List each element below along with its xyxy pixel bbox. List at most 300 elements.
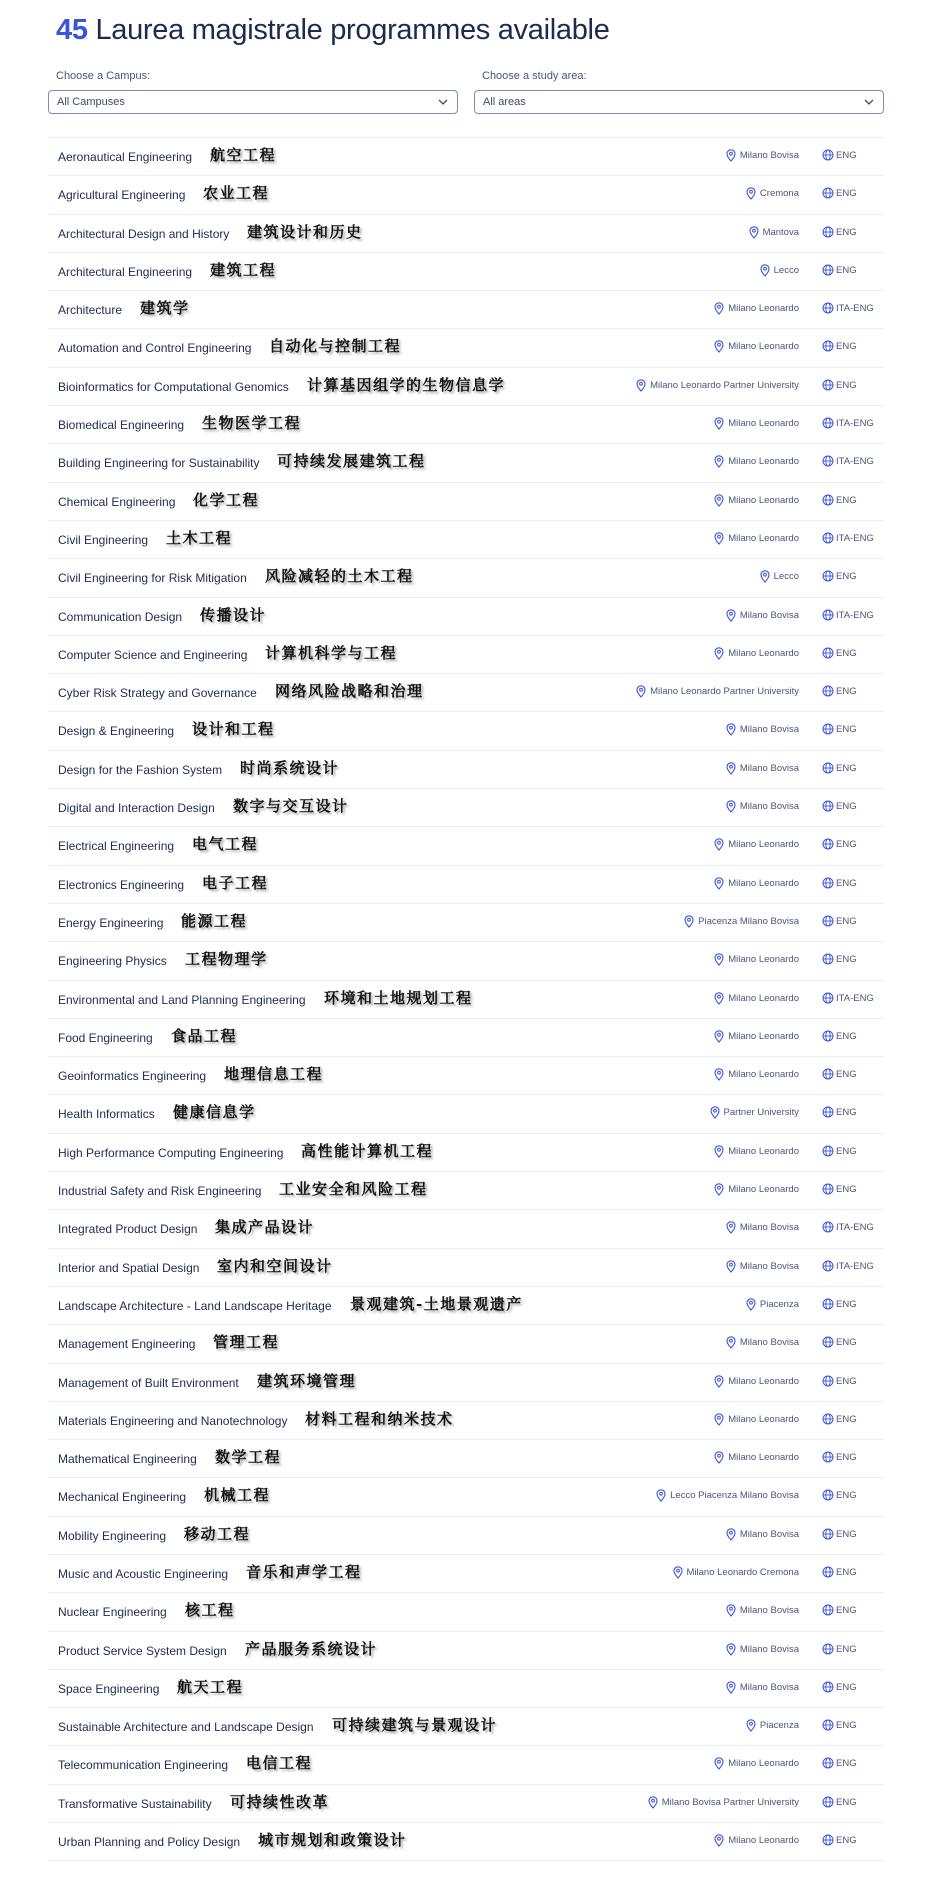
programme-row[interactable] [48,904,884,942]
programme-campus [728,1376,799,1387]
programme-row[interactable] [48,483,884,521]
programme-name-chinese: 土木工程 [166,528,233,547]
programme-name[interactable]: High Performance Computing Engineering [58,1145,284,1160]
programme-language-text: ENG [836,1069,857,1081]
programme-campus [728,839,799,850]
location-pin-icon [714,647,724,660]
programme-row[interactable] [48,521,884,559]
programme-campus [724,1107,800,1118]
programme-name[interactable]: Architectural Design and History [58,226,230,241]
globe-icon [822,187,834,199]
programme-campus [728,1414,799,1425]
programme-language [836,1720,857,1731]
programme-campus-text: Milano Leonardo [728,839,799,851]
campus-select[interactable] [48,90,458,114]
programme-language-text: ENG [836,1528,857,1540]
location-pin-icon [726,1221,736,1234]
programme-name[interactable]: Automation and Control Engineering [58,341,252,356]
programme-row[interactable] [48,138,884,176]
programme-language-text: ENG [836,877,857,889]
programme-campus [728,878,799,889]
programme-name-chinese: 生物医学工程 [202,414,302,433]
programme-row[interactable] [48,329,884,367]
programme-name[interactable]: Management Engineering [58,1337,196,1352]
location-pin-icon [714,838,724,851]
programme-name[interactable]: Digital and Interaction Design [58,801,215,816]
programme-campus [740,1222,799,1233]
programme-campus [740,150,799,161]
programme-campus-text: Milano Leonardo [728,1758,799,1770]
programme-row[interactable] [48,866,884,904]
programme-name-chinese: 环境和土地规划工程 [324,988,473,1007]
location-pin-icon [726,1528,736,1541]
programme-campus-text: Milano Bovisa [739,1260,799,1272]
programme-name[interactable]: Biomedical Engineering [58,418,185,433]
programme-row[interactable] [48,1364,884,1402]
programme-row[interactable] [48,1708,884,1746]
programme-row[interactable] [48,1478,884,1516]
programme-name-chinese: 网络风险战略和治理 [275,682,424,701]
programme-name[interactable]: Interior and Spatial Design [58,1260,200,1275]
programme-name-chinese: 工业安全和风险工程 [279,1180,428,1199]
programme-language-text: ENG [836,1145,857,1157]
programme-campus [728,648,799,659]
programme-language [836,303,874,314]
programme-campus [728,1758,799,1769]
programme-language-text: ENG [836,1452,857,1464]
programme-language [836,1261,874,1272]
programme-name-chinese: 机械工程 [204,1486,271,1505]
globe-icon [822,915,834,927]
globe-icon [822,1298,834,1310]
programme-language [836,418,874,429]
programme-campus-text: Milano Leonardo Cremona [686,1566,799,1578]
programme-name[interactable]: Materials Engineering and Nanotechnology [58,1413,288,1428]
programme-name[interactable]: Energy Engineering [58,915,164,930]
location-pin-icon [684,915,694,928]
location-pin-icon [714,1183,724,1196]
programme-language-text: ENG [836,494,857,506]
location-pin-icon [726,1336,736,1349]
programme-row[interactable] [48,368,884,406]
programme-language-text: ENG [836,1337,857,1349]
programme-language [836,1490,857,1501]
programme-name[interactable]: Landscape Architecture - Land Landscape Heritage [58,1298,332,1313]
programme-language-text: ENG [836,1413,857,1425]
location-pin-icon [714,1757,724,1770]
programme-campus [760,1299,799,1310]
programme-campus-text: Milano Leonardo [728,992,799,1004]
programme-language-text: ENG [836,1030,857,1042]
programme-name[interactable]: Architectural Engineering [58,264,193,279]
programme-name-chinese: 能源工程 [181,911,248,930]
programme-name[interactable]: Product Service System Design [58,1643,227,1658]
location-pin-icon [714,992,724,1005]
programme-name-chinese: 农业工程 [203,184,270,203]
programme-name[interactable]: Mobility Engineering [58,1528,167,1543]
programme-name[interactable]: Music and Acoustic Engineering [58,1566,229,1581]
programme-name[interactable]: Aeronautical Engineering [58,150,193,164]
programme-language [836,686,857,697]
programme-campus-text: Milano Bovisa [739,1605,799,1617]
programme-language-text: ENG [836,571,857,583]
programme-campus-text: Mantova [762,226,799,238]
globe-icon [822,1068,834,1080]
programme-name-chinese: 室内和空间设计 [217,1256,333,1275]
programme-campus-text: Milano Leonardo [728,1835,799,1847]
programme-name-chinese: 材料工程和纳米技术 [305,1409,454,1428]
programme-campus-text: Partner University [723,1107,799,1119]
programme-name[interactable]: Management of Built Environment [58,1375,239,1390]
programme-language [836,1146,857,1157]
programme-name[interactable]: Geoinformatics Engineering [58,1069,207,1084]
programme-language-text: ENG [836,762,857,774]
programme-campus [760,188,799,199]
programme-language-text: ENG [836,1720,857,1732]
globe-icon [822,1796,834,1808]
programme-language-text: ITA-ENG [836,1260,874,1272]
programme-campus-text: Piacenza [759,1298,799,1310]
programme-row[interactable] [48,1172,884,1210]
programme-language [836,188,857,199]
programme-name[interactable]: Agricultural Engineering [58,188,186,203]
programme-name-chinese: 化学工程 [193,490,260,509]
programme-name[interactable]: Transformative Sustainability [58,1796,212,1811]
location-pin-icon [636,685,646,698]
programme-name-chinese: 设计和工程 [192,720,275,739]
programme-language [836,1682,857,1693]
programme-name-chinese: 核工程 [185,1601,235,1620]
programme-name-chinese: 电子工程 [202,873,269,892]
programme-language-text: ENG [836,1490,857,1502]
programme-language-text: ENG [836,1681,857,1693]
location-pin-icon [714,1375,724,1388]
programme-name[interactable]: Communication Design [58,609,183,624]
programme-row[interactable] [48,827,884,865]
programme-row[interactable] [48,981,884,1019]
programme-language [836,456,874,467]
programme-name[interactable]: Environmental and Land Planning Engineering [58,992,306,1007]
location-pin-icon [714,1413,724,1426]
programme-row[interactable] [48,291,884,329]
programme-language [836,1414,857,1425]
programme-name[interactable]: Engineering Physics [58,954,167,969]
programme-campus [740,1682,799,1693]
programme-campus [740,1261,799,1272]
programme-name[interactable]: Integrated Product Design [58,1222,198,1237]
programme-campus-text: Lecco Piacenza Milano Bovisa [670,1490,799,1502]
programme-row[interactable] [48,636,884,674]
programme-row[interactable] [48,1440,884,1478]
programme-language-text: ENG [836,264,857,276]
programme-language-text: ENG [836,1796,857,1808]
programme-name[interactable]: Electrical Engineering [58,839,175,854]
programme-row[interactable] [48,1057,884,1095]
programme-language [836,1797,857,1808]
programme-row[interactable] [48,1746,884,1784]
programme-language [836,763,857,774]
programme-campus [728,954,799,965]
programme-language [836,533,874,544]
programme-language-text: ENG [836,954,857,966]
programme-campus-text: Milano Bovisa [739,1681,799,1693]
programme-language-text: ENG [836,226,857,238]
location-pin-icon [714,532,724,545]
programme-campus-text: Milano Leonardo [728,532,799,544]
programme-campus-text: Milano Leonardo [728,954,799,966]
programme-language-text: ENG [836,379,857,391]
globe-icon [822,1375,834,1387]
location-pin-icon [714,1068,724,1081]
programme-language-text: ENG [836,341,857,353]
programme-campus-text: Milano Leonardo [728,1375,799,1387]
globe-icon [822,1757,834,1769]
programme-name-chinese: 风险减轻的土木工程 [265,567,414,586]
globe-icon [822,1834,834,1846]
globe-icon [822,1719,834,1731]
programme-name-chinese: 可持续性改革 [230,1792,330,1811]
programme-campus [774,571,799,582]
globe-icon [822,1221,834,1233]
programme-campus-text: Milano Leonardo [728,1145,799,1157]
programme-language [836,954,857,965]
programme-name[interactable]: Bioinformatics for Computational Genomics [58,379,289,394]
programme-name-chinese: 健康信息学 [173,1103,256,1122]
programme-row[interactable] [48,1823,884,1861]
programme-name[interactable]: Electronics Engineering [58,877,185,892]
location-pin-icon [726,1604,736,1617]
programme-campus-text: Milano Leonardo Partner University [650,686,799,698]
programme-row[interactable] [48,751,884,789]
programme-language-text: ENG [836,150,857,161]
programme-language-text: ENG [836,647,857,659]
programme-name[interactable]: Building Engineering for Sustainability [58,456,260,471]
programme-language [836,1758,857,1769]
programme-campus-text: Milano Bovisa [739,801,799,813]
location-pin-icon [636,379,646,392]
globe-icon [822,1145,834,1157]
globe-icon [822,647,834,659]
programme-campus-text: Milano Bovisa [739,1222,799,1234]
programme-row[interactable] [48,253,884,291]
programme-row[interactable] [48,789,884,827]
programme-campus [728,341,799,352]
programme-campus [728,418,799,429]
programme-language-text: ENG [836,1643,857,1655]
location-pin-icon [714,1145,724,1158]
programme-name[interactable]: Sustainable Architecture and Landscape Design [58,1720,314,1735]
programme-name-chinese: 建筑环境管理 [257,1371,357,1390]
programme-name[interactable]: Food Engineering [58,1030,153,1045]
programme-name-chinese: 管理工程 [213,1333,280,1352]
location-pin-icon [714,455,724,468]
programme-name[interactable]: Civil Engineering [58,532,149,547]
programme-row[interactable] [48,176,884,214]
globe-icon [822,340,834,352]
chevron-down-icon [438,98,448,106]
programme-name[interactable]: Architecture [58,303,123,318]
location-pin-icon [714,1030,724,1043]
programme-row[interactable] [48,1670,884,1708]
globe-icon [822,1489,834,1501]
programme-campus-text: Milano Leonardo [728,456,799,468]
programme-campus [728,1452,799,1463]
location-pin-icon [714,1451,724,1464]
programme-row[interactable] [48,1402,884,1440]
programme-campus [763,227,799,238]
globe-icon [822,264,834,276]
location-pin-icon [714,494,724,507]
programme-campus [728,1069,799,1080]
programme-name-chinese: 计算机科学与工程 [265,643,398,662]
programme-language [836,227,857,238]
location-pin-icon [746,1298,756,1311]
programme-row[interactable] [48,1134,884,1172]
programme-name-chinese: 航空工程 [210,146,277,164]
area-filter-label: Choose a study area: [482,70,587,82]
programme-name[interactable]: Industrial Safety and Risk Engineering [58,1184,262,1199]
programme-language [836,1452,857,1463]
location-pin-icon [714,877,724,890]
programme-name[interactable]: Urban Planning and Policy Design [58,1835,241,1850]
programme-row[interactable] [48,1210,884,1248]
programme-language-text: ITA-ENG [836,532,874,544]
programme-row[interactable] [48,1095,884,1133]
globe-icon [822,532,834,544]
programme-name[interactable]: Mathematical Engineering [58,1452,197,1467]
programme-campus [740,724,799,735]
programme-language-text: ENG [836,1835,857,1847]
programme-name[interactable]: Mechanical Engineering [58,1490,187,1505]
programme-language-text: ITA-ENG [836,303,874,315]
programme-campus-text: Milano Leonardo [728,647,799,659]
programme-row[interactable] [48,1249,884,1287]
globe-icon [822,762,834,774]
location-pin-icon [746,1719,756,1732]
programme-row[interactable] [48,444,884,482]
programme-name-chinese: 城市规划和政策设计 [258,1831,407,1850]
programme-name[interactable]: Space Engineering [58,1681,160,1696]
programme-name-chinese: 建筑工程 [210,260,277,279]
programme-row[interactable] [48,1019,884,1057]
programme-name[interactable]: Telecommunication Engineering [58,1758,229,1773]
programme-row[interactable] [48,559,884,597]
programme-campus [760,1720,799,1731]
globe-icon [822,1183,834,1195]
programme-language-text: ENG [836,1184,857,1196]
programme-language [836,878,857,889]
programme-name-chinese: 电信工程 [246,1754,313,1773]
globe-icon [822,494,834,506]
globe-icon [822,1566,834,1578]
programme-row[interactable] [48,1287,884,1325]
programme-row[interactable] [48,1632,884,1670]
programme-language [836,1644,857,1655]
programme-language-text: ENG [836,1758,857,1770]
programme-campus-text: Milano Bovisa [739,724,799,736]
programme-name-chinese: 数学工程 [215,1448,282,1467]
programme-language [836,1031,857,1042]
programme-name-chinese: 工程物理学 [185,950,268,969]
location-pin-icon [648,1796,658,1809]
programme-campus-text: Milano Bovisa [739,1643,799,1655]
location-pin-icon [726,149,736,162]
programme-language [836,1529,857,1540]
programme-name[interactable]: Health Informatics [58,1107,155,1122]
programme-name[interactable]: Civil Engineering for Risk Mitigation [58,571,247,586]
globe-icon [822,1336,834,1348]
programme-language [836,610,874,621]
programme-name[interactable]: Computer Science and Engineering [58,647,248,662]
programme-row[interactable] [48,1325,884,1363]
programme-language [836,571,857,582]
programme-campus-text: Milano Bovisa [739,609,799,621]
programme-name-chinese: 自动化与控制工程 [269,337,402,356]
programme-name[interactable]: Nuclear Engineering [58,1605,167,1620]
programme-campus-text: Piacenza Milano Bovisa [698,915,799,927]
globe-icon [822,455,834,467]
programme-language [836,648,857,659]
programme-name-chinese: 集成产品设计 [215,1218,315,1237]
programme-campus [728,533,799,544]
programme-row[interactable] [48,1517,884,1555]
location-pin-icon [746,187,756,200]
programme-row[interactable] [48,942,884,980]
programme-name-chinese: 时尚系统设计 [240,758,340,777]
programme-row[interactable] [48,674,884,712]
programme-language-text: ENG [836,1375,857,1387]
programme-name[interactable]: Cyber Risk Strategy and Governance [58,686,257,701]
programme-language [836,1069,857,1080]
location-pin-icon [726,609,736,622]
programme-name-chinese: 传播设计 [200,605,267,624]
programme-name[interactable]: Design & Engineering [58,724,175,739]
programme-row[interactable] [48,1555,884,1593]
programme-name[interactable]: Chemical Engineering [58,494,176,509]
globe-icon [822,570,834,582]
programme-language-text: ENG [836,188,857,200]
globe-icon [822,1604,834,1616]
area-select[interactable] [474,90,884,114]
programme-campus-text: Milano Leonardo [728,877,799,889]
programme-row[interactable] [48,598,884,636]
programme-campus [728,1031,799,1042]
programme-language [836,1337,857,1348]
programme-language [836,1605,857,1616]
page-title-text: Laurea magistrale programmes available [95,14,610,46]
programme-row[interactable] [48,215,884,253]
programme-name-chinese: 可持续发展建筑工程 [277,452,426,471]
programme-name[interactable]: Design for the Fashion System [58,762,223,777]
programme-campus-text: Milano Leonardo [728,1030,799,1042]
programme-name-chinese: 产品服务系统设计 [245,1639,378,1658]
area-select-value: All areas [483,96,526,108]
programme-name-chinese: 航天工程 [177,1677,244,1696]
programme-language-text: ENG [836,801,857,813]
programme-campus-text: Milano Leonardo [728,1452,799,1464]
globe-icon [822,226,834,238]
programme-campus-text: Milano Leonardo [728,341,799,353]
globe-icon [822,1451,834,1463]
programme-language-text: ENG [836,1107,857,1119]
globe-icon [822,877,834,889]
globe-icon [822,723,834,735]
programme-row[interactable] [48,1593,884,1631]
programme-campus-text: Milano Bovisa [739,1528,799,1540]
programme-row[interactable] [48,1785,884,1823]
programme-row[interactable] [48,406,884,444]
programme-row[interactable] [48,712,884,750]
